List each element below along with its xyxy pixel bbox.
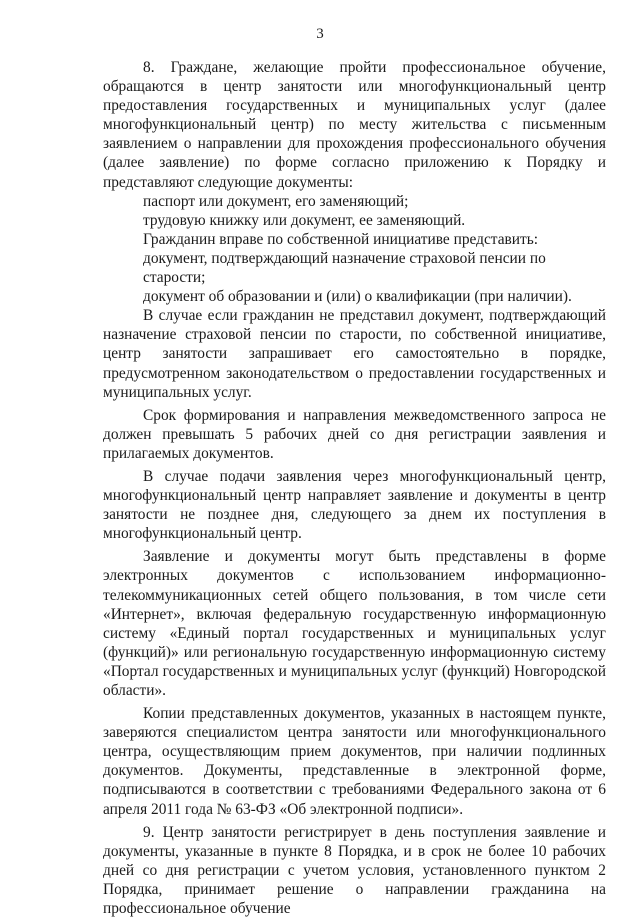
paragraph-item-8: 8. Граждане, желающие пройти профессиональное обучение, обращаются в центр занятости или многофункциональный центр предоставления государственных и муниципальных услуг (далее многофункциональный центр) по месту жительства с письменным заявлением о направлении для прохождения профессионального обучения (далее заявление) по форме согласно приложению к Порядку и представляют следующие документы: <box>103 59 606 191</box>
paragraph-request-deadline: Срок формирования и направления межведомственного запроса не должен превышать 5 рабочих дней со дня регистрации заявления и прилагаемых документов. <box>103 406 606 462</box>
paragraph-electronic-documents: Заявление и документы могут быть представлены в форме электронных документов с использованием информационно-телекоммуникационных сетей общего пользования, в том числе сети «Интернет», включая федеральную государственную информационную систему «Единый портал государственных и муниципальных услуг (функций)» или региональную государственную информационную систему «Портал государственных и муниципальных услуг (функций) Новгородской области». <box>103 548 606 699</box>
document-body <box>103 58 606 918</box>
page-number: 3 <box>316 26 324 42</box>
paragraph-pension-request: В случае если гражданин не представил документ, подтверждающий назначение страховой пенсии по старости, по собственной инициативе, центр занятости запрашивает его самостоятельно в порядке, предусмотренном законодательством о предоставлении государственных и муниципальных услуг. <box>103 307 606 401</box>
list-item-passport: паспорт или документ, его заменяющий; <box>143 192 409 210</box>
paragraph-item-9: 9. Центр занятости регистрирует в день поступления заявление и документы, указанные в пункте 8 Порядка, и в срок не более 10 рабочих дней со дня регистрации с учетом условия, установленного пунктом 2 Порядка, принимает решение о направлении гражданина на профессиональное обучение <box>103 823 606 918</box>
list-item-pension-document: документ, подтверждающий назначение страховой пенсии по старости; <box>143 249 546 287</box>
list-item-workbook: трудовую книжку или документ, ее заменяющий. <box>143 211 466 229</box>
list-item-education-document: документ об образовании и (или) о квалификации (при наличии). <box>143 288 572 306</box>
paragraph-mfc-submission: В случае подачи заявления через многофункциональный центр, многофункциональный центр направляет заявление и документы в центр занятости не позднее дня, следующего за днем их поступления в многофункциональный центр. <box>103 467 606 543</box>
list-intro-own-initiative: Гражданин вправе по собственной инициативе представить: <box>143 230 539 248</box>
paragraph-document-copies: Копии представленных документов, указанных в настоящем пункте, заверяются специалистом центра занятости или многофункционального центра, осуществляющим прием документов, при наличии подлинных документов. Документы, представленные в электронной форме, подписываются в соответствии с требованиями Федерального закона от 6 апреля 2011 года № 63-ФЗ «Об электронной подписи». <box>103 705 606 818</box>
